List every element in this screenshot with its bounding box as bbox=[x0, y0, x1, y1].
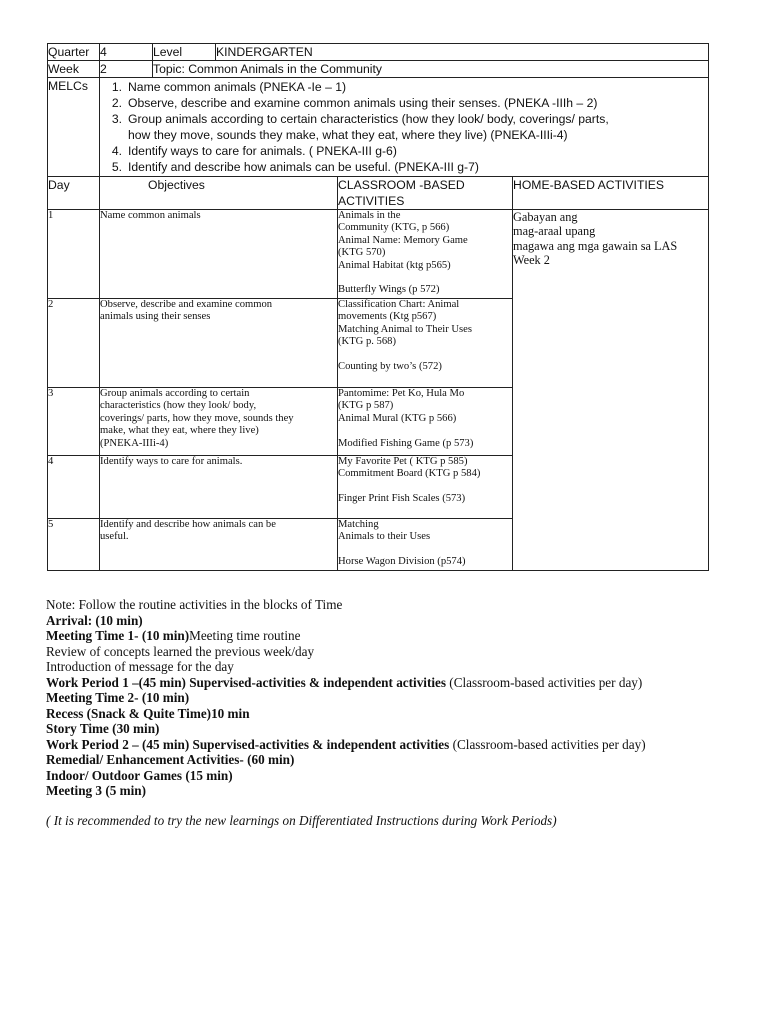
day-number: 2 bbox=[48, 299, 100, 388]
objective-line: useful. bbox=[100, 531, 129, 543]
note-message: Introduction of message for the day bbox=[46, 659, 234, 674]
note-remedial: Remedial/ Enhancement Activities- (60 min) bbox=[46, 752, 295, 767]
activity-line: Classification Chart: Animal bbox=[338, 299, 460, 310]
topic: Topic: Common Animals in the Community bbox=[153, 61, 709, 78]
melc-text: how they move, sounds they make, what they eat, where they live) (PNEKA-IIIi-4) bbox=[128, 128, 568, 142]
melc-item bbox=[100, 127, 704, 143]
activity-line: (KTG 570) bbox=[338, 247, 386, 259]
melc-text: Observe, describe and examine common animals using their senses. (PNEKA -IIIh – 2) bbox=[128, 96, 598, 110]
objectives-header: Objectives bbox=[100, 177, 338, 210]
column-header-row bbox=[48, 177, 709, 210]
note-intro: Note: Follow the routine activities in the blocks of Time bbox=[46, 597, 343, 612]
activity-line: Animals in the bbox=[338, 210, 401, 221]
activity-line bbox=[338, 481, 512, 493]
objective-line: make, what they eat, where they live) bbox=[100, 425, 259, 437]
note-work2 bbox=[46, 737, 746, 753]
day-objective bbox=[100, 299, 338, 388]
melcs-list bbox=[100, 79, 704, 175]
melc-item bbox=[100, 95, 704, 111]
activity-line: Animals to their Uses bbox=[338, 531, 431, 543]
melc-text: Name common animals (PNEKA -Ie – 1) bbox=[128, 80, 347, 94]
melc-number bbox=[100, 127, 128, 143]
melcs-label: MELCs bbox=[48, 78, 100, 177]
note-games: Indoor/ Outdoor Games (15 min) bbox=[46, 767, 233, 783]
note-work1 bbox=[46, 675, 746, 691]
melc-item bbox=[100, 79, 704, 95]
activity-line: Counting by two’s (572) bbox=[338, 361, 442, 373]
melc-number: 3. bbox=[111, 112, 122, 126]
day-number: 4 bbox=[48, 456, 100, 519]
home-header: HOME-BASED ACTIVITIES bbox=[513, 177, 709, 210]
objective-line: Identify ways to care for animals. bbox=[100, 456, 243, 467]
day-objective bbox=[100, 388, 338, 456]
note-meeting1-rest: Meeting time routine bbox=[189, 628, 301, 643]
day-header: Day bbox=[48, 177, 100, 210]
day-activities bbox=[338, 456, 513, 519]
note-recommendation: ( It is recommended to try the new learnings on Differentiated Instructions during Work Periods) bbox=[46, 813, 557, 828]
quarter-label: Quarter bbox=[48, 44, 100, 61]
objective-line: Identify and describe how animals can be bbox=[100, 519, 276, 530]
home-activity-line: mag-araal upang bbox=[513, 224, 596, 239]
activity-line: Animal Name: Memory Game bbox=[338, 234, 468, 246]
day-objective bbox=[100, 519, 338, 571]
activity-line: Pantomime: Pet Ko, Hula Mo bbox=[338, 388, 465, 399]
melcs-cell bbox=[100, 78, 709, 177]
classroom-header bbox=[338, 177, 513, 210]
note-meeting2: Meeting Time 2- (10 min) bbox=[46, 690, 190, 705]
objective-line: characteristics (how they look/ body, bbox=[100, 400, 257, 412]
level-label: Level bbox=[153, 44, 216, 61]
activity-line bbox=[338, 425, 512, 437]
activity-line: Horse Wagon Division (p574) bbox=[338, 556, 466, 568]
activity-line: Matching Animal to Their Uses bbox=[338, 323, 472, 335]
activity-line bbox=[338, 544, 512, 556]
objective-line: coverings/ parts, how they move, sounds they bbox=[100, 412, 294, 424]
week-value: 2 bbox=[100, 61, 153, 78]
note-story: Story Time (30 min) bbox=[46, 721, 160, 736]
lesson-plan-table bbox=[47, 43, 709, 571]
activity-line: Matching bbox=[338, 519, 379, 530]
note-meeting3: Meeting 3 (5 min) bbox=[46, 783, 146, 798]
melcs-row bbox=[48, 78, 709, 177]
melc-item bbox=[100, 143, 704, 159]
activity-line: Modified Fishing Game (p 573) bbox=[338, 437, 474, 449]
melc-text: Identify and describe how animals can be useful. (PNEKA-III g-7) bbox=[128, 160, 479, 174]
day-objective bbox=[100, 210, 338, 299]
note-arrival: Arrival: (10 min) bbox=[46, 612, 143, 628]
objective-line: Observe, describe and examine common bbox=[100, 299, 273, 310]
home-activity-line: magawa ang mga gawain sa LAS bbox=[513, 238, 678, 253]
objective-line: (PNEKA-IIIi-4) bbox=[100, 437, 169, 449]
week-row bbox=[48, 61, 709, 78]
activity-line bbox=[338, 272, 512, 284]
quarter-value: 4 bbox=[100, 44, 153, 61]
home-activity-line: Week 2 bbox=[513, 252, 550, 267]
note-recess: Recess (Snack & Quite Time)10 min bbox=[46, 705, 250, 721]
day-activities bbox=[338, 210, 513, 299]
note-review: Review of concepts learned the previous week/day bbox=[46, 643, 315, 659]
day-activities bbox=[338, 388, 513, 456]
note-meeting1-bold: Meeting Time 1- (10 min) bbox=[46, 628, 190, 643]
objective-line: Name common animals bbox=[100, 210, 201, 221]
melc-number: 1. bbox=[111, 80, 122, 94]
quarter-row bbox=[48, 44, 709, 61]
note-meeting1 bbox=[46, 628, 746, 644]
note-work1-rest: (Classroom-based activities per day) bbox=[446, 674, 643, 690]
melc-number: 5. bbox=[111, 160, 122, 174]
day-number: 1 bbox=[48, 210, 100, 299]
melc-text: Identify ways to care for animals. ( PNEKA-III g-6) bbox=[128, 144, 397, 158]
note-work2-bold: Work Period 2 – (45 min) Supervised-activities & independent activities bbox=[46, 736, 450, 752]
note-work1-bold: Work Period 1 –(45 min) Supervised-activities & independent activities bbox=[46, 674, 446, 690]
home-activity-line: Gabayan ang bbox=[513, 210, 578, 224]
classroom-header-line2: ACTIVITIES bbox=[338, 194, 405, 208]
activity-line: Commitment Board (KTG p 584) bbox=[338, 468, 481, 480]
day-activities bbox=[338, 299, 513, 388]
day-number: 3 bbox=[48, 388, 100, 456]
melc-item bbox=[100, 159, 704, 175]
week-label: Week bbox=[48, 61, 100, 78]
day-rows bbox=[48, 210, 709, 571]
activity-line: Finger Print Fish Scales (573) bbox=[338, 493, 466, 505]
activity-line: (KTG p 587) bbox=[338, 400, 394, 412]
day-activities bbox=[338, 519, 513, 571]
activity-line: movements (Ktg p567) bbox=[338, 311, 437, 323]
objective-line: animals using their senses bbox=[100, 311, 211, 323]
melc-number: 4. bbox=[111, 144, 122, 158]
activity-line: Animal Habitat (ktg p565) bbox=[338, 259, 451, 271]
activity-line: My Favorite Pet ( KTG p 585) bbox=[338, 456, 468, 467]
day-objective bbox=[100, 456, 338, 519]
home-based-activities bbox=[513, 210, 709, 571]
day-row bbox=[48, 210, 709, 299]
classroom-header-line1: CLASSROOM -BASED bbox=[338, 178, 465, 192]
note-work2-rest: (Classroom-based activities per day) bbox=[449, 736, 646, 752]
activity-line: Animal Mural (KTG p 566) bbox=[338, 412, 457, 424]
objective-line: Group animals according to certain bbox=[100, 388, 250, 399]
routine-notes bbox=[46, 597, 746, 799]
activity-line bbox=[338, 349, 512, 361]
melc-item bbox=[100, 111, 704, 127]
activity-line: (KTG p. 568) bbox=[338, 336, 396, 348]
level-value: KINDERGARTEN bbox=[216, 44, 709, 61]
day-number: 5 bbox=[48, 519, 100, 571]
activity-line: Community (KTG, p 566) bbox=[338, 222, 450, 234]
melc-text: Group animals according to certain characteristics (how they look/ body, coverings/ parts, bbox=[128, 112, 609, 126]
activity-line: Butterfly Wings (p 572) bbox=[338, 284, 440, 296]
melc-number: 2. bbox=[111, 96, 122, 110]
